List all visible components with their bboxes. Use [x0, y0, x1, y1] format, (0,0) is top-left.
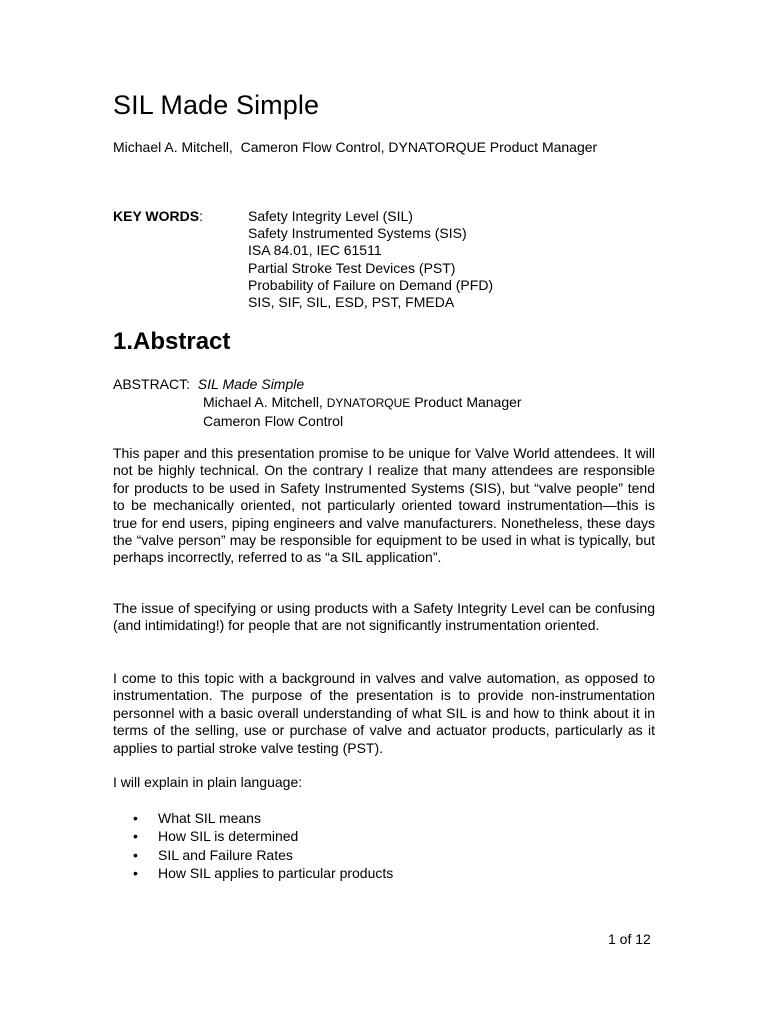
body-paragraph: I will explain in plain language: — [113, 774, 303, 790]
bullet-dot-icon: • — [133, 828, 138, 845]
keyword-item: Partial Stroke Test Devices (PST) — [248, 259, 456, 276]
body-paragraph: This paper and this presentation promise to be unique for Valve World attendees. It will not be highly technical. On the contrary I realize that many attendees are responsible for products to be used in Safety Instrumented Systems (SIS), but “valve people” tend to be mechanically oriented, not particularly oriented toward instrumentation—this is true for end users, piping engineers and valve manufacturers. Nonetheless, these days the “valve person” may be responsible for equipment to be used in what is typically, but perhaps incorrectly, referred to as “a SIL application”. — [113, 445, 655, 566]
bullet-item: • What SIL means — [133, 810, 261, 826]
bullet-item: • SIL and Failure Rates — [133, 846, 293, 863]
body-paragraph: I come to this topic with a background in valves and valve automation, as opposed to instrumentation. The purpose of the presentation is to provide non-instrumentation personnel with a basic overall understanding of what SIL is and how to think about it in terms of the selling, use or purchase of valve and actuator products, particularly as it applies to partial stroke valve testing (PST). — [113, 670, 655, 756]
abstract-role: Product Manager — [414, 394, 522, 410]
abstract-company-row — [113, 412, 633, 430]
abstract-label: ABSTRACT: — [113, 376, 191, 392]
keywords-label: KEY WORDS: — [113, 208, 203, 224]
abstract-header — [113, 375, 633, 430]
section-heading-abstract: 1.Abstract — [113, 328, 231, 355]
abstract-author-row — [113, 393, 633, 412]
bullet-dot-icon: • — [133, 846, 138, 863]
bullet-item: • How SIL is determined — [133, 828, 299, 845]
keyword-item: SIS, SIF, SIL, ESD, PST, FMEDA — [248, 294, 455, 311]
abstract-brand: DYNATORQUE — [326, 396, 411, 410]
body-paragraph: The issue of specifying or using products with a Safety Integrity Level can be confusing (and intimidating!) for people that are not significantly instrumentation oriented. — [113, 600, 655, 634]
bullet-dot-icon: • — [133, 865, 138, 882]
keyword-item: Safety Integrity Level (SIL) — [248, 208, 413, 224]
abstract-title-row — [113, 375, 633, 393]
abstract-title: SIL Made Simple — [197, 376, 305, 392]
keywords-list — [248, 208, 493, 311]
bullet-item: • How SIL applies to particular products — [133, 865, 394, 882]
bullet-list — [113, 809, 393, 883]
keyword-item: Probability of Failure on Demand (PFD) — [248, 276, 494, 293]
bullet-dot-icon: • — [133, 810, 138, 826]
page-number: 1 of 12 — [608, 931, 651, 947]
author-byline: Michael A. Mitchell, Cameron Flow Control, DYNATORQUE Product Manager — [113, 139, 598, 155]
abstract-author: Michael A. Mitchell, — [203, 394, 323, 410]
keyword-item: ISA 84.01, IEC 61511 — [248, 242, 382, 259]
abstract-company: Cameron Flow Control — [203, 413, 344, 429]
document-title: SIL Made Simple — [113, 90, 320, 120]
keyword-item: Safety Instrumented Systems (SIS) — [248, 225, 467, 242]
